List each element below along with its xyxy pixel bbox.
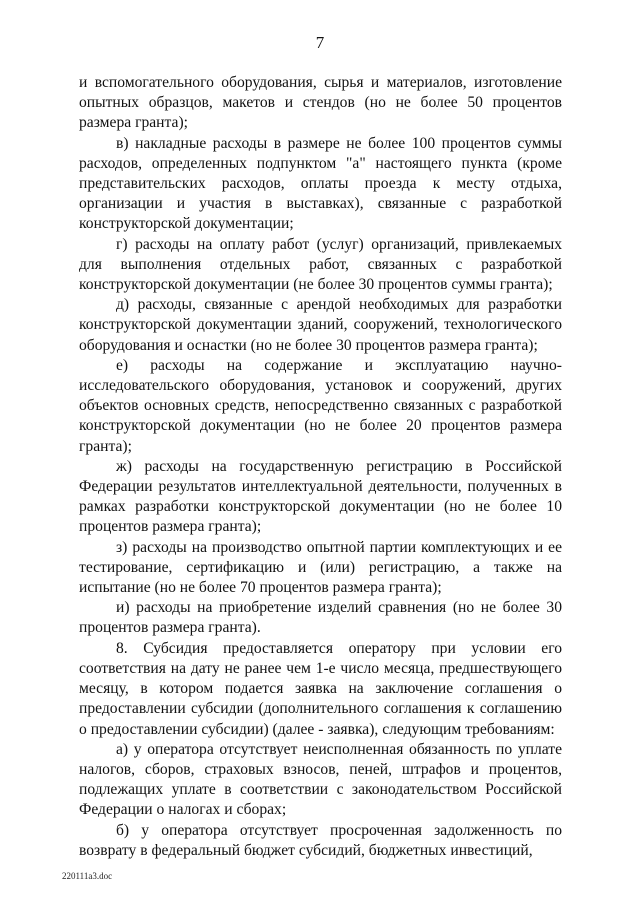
paragraph-item-e: е) расходы на содержание и эксплуатацию научно-исследовательского оборудования, установок и сооружений, других объектов основных средств, непосредственно связанных с разработкой конструкторской документации (но не более 20 процентов размера гранта); — [79, 356, 562, 455]
paragraph-item-i: и) расходы на приобретение изделий сравнения (но не более 30 процентов размера гранта). — [79, 599, 562, 637]
paragraph-item-v: в) накладные расходы в размере не более 100 процентов суммы расходов, определенных подпунктом "а" настоящего пункта (кроме представительских расходов, оплаты проезда к месту отдыха, организации и участия в выставках), связанные с разработкой конструкторской документации; — [79, 134, 562, 233]
paragraph-item-z: з) расходы на производство опытной партии комплектующих и ее тестирование, сертификацию и (или) регистрацию, а также на испытание (но не более 70 процентов размера гранта); — [79, 538, 562, 597]
paragraph-item-a: а) у оператора отсутствует неисполненная обязанность по уплате налогов, сборов, страховых взносов, пеней, штрафов и процентов, подлежащих уплате в соответствии с законодательством Российской Федерации о налогах и сборах; — [79, 740, 562, 819]
document-file-code: 220111a3.doc — [62, 871, 113, 881]
page-number: 7 — [315, 33, 325, 52]
paragraph-item-b: б) у оператора отсутствует просроченная задолженность по возврату в федеральный бюджет субсидий, бюджетных инвестиций, — [79, 821, 562, 859]
paragraph-continuation: и вспомогательного оборудования, сырья и материалов, изготовление опытных образцов, макетов и стендов (но не более 50 процентов размера гранта); — [79, 74, 562, 132]
paragraph-item-g: г) расходы на оплату работ (услуг) организаций, привлекаемых для выполнения отдельных работ, связанных с разработкой конструкторской документации (не более 30 процентов суммы гранта); — [79, 235, 562, 294]
paragraph-item-zh: ж) расходы на государственную регистрацию в Российской Федерации результатов интеллектуальной деятельности, полученных в рамках разработки конструкторской документации (но не более 10 процентов размера гранта); — [79, 457, 562, 536]
paragraph-item-d: д) расходы, связанные с арендой необходимых для разработки конструкторской документации зданий, сооружений, технологического оборудования и оснастки (но не более 30 процентов размера гранта); — [79, 296, 562, 354]
document-body — [79, 73, 562, 861]
paragraph-section-8: 8. Субсидия предоставляется оператору при условии его соответствия на дату не ранее чем 1-е число месяца, предшествующего месяцу, в котором подается заявка на заключение соглашения о предоставлении субсидии (дополнительного соглашения к соглашению о предоставлении субсидии) (далее - заявка), следующим требованиям: — [79, 639, 562, 738]
